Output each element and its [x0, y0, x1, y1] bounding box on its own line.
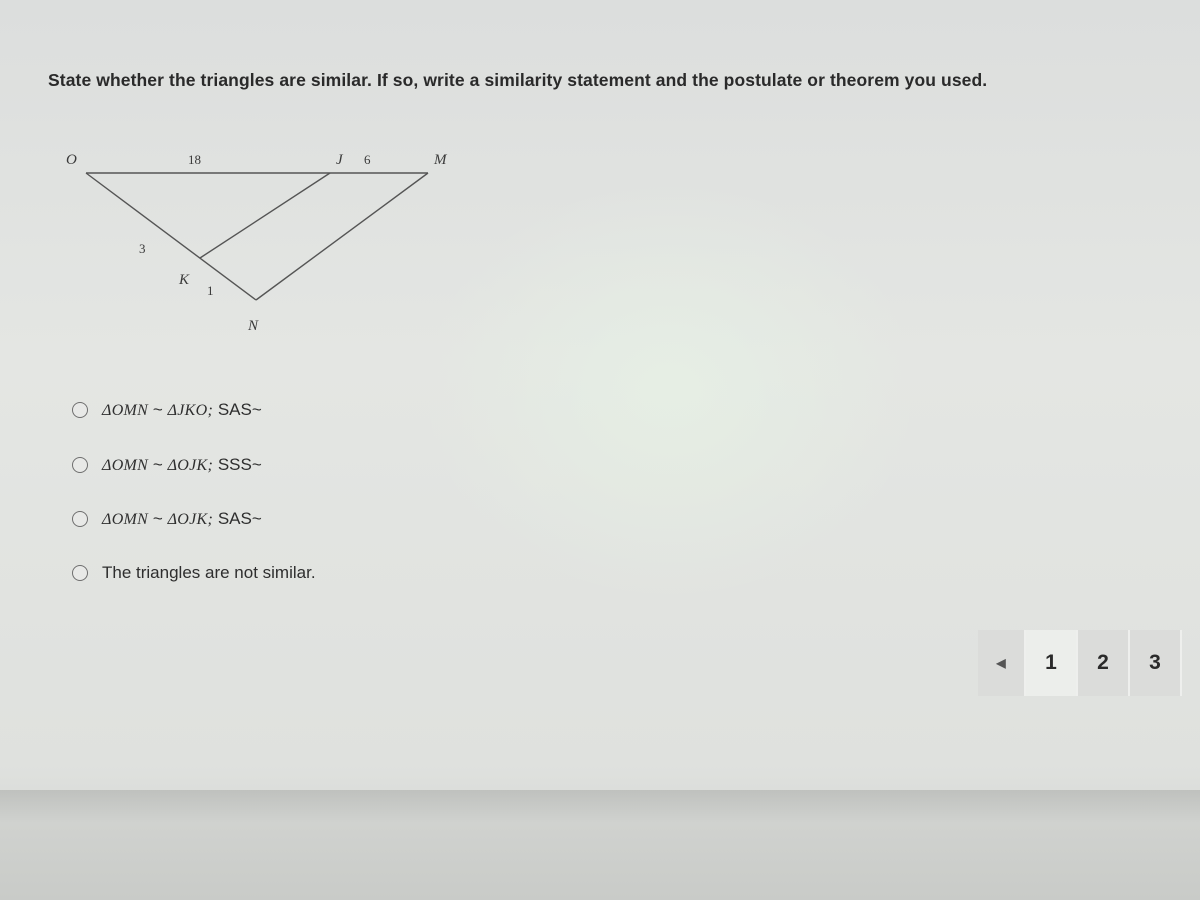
radio-button-2[interactable]	[72, 457, 88, 473]
segment-mn	[256, 173, 428, 300]
page-button-2[interactable]: 2	[1078, 630, 1130, 696]
segment-label-ok: 3	[139, 241, 146, 256]
triangle-b-label: ΔJKO;	[167, 402, 214, 419]
triangle-a-label: ΔOMN	[102, 457, 149, 474]
previous-page-button[interactable]	[978, 630, 1026, 696]
triangle-b-label: ΔOJK;	[167, 457, 214, 474]
criterion-label: SAS~	[217, 400, 262, 419]
segment-jk	[200, 173, 330, 258]
vertex-label-j: J	[336, 152, 343, 168]
radio-button-4[interactable]	[72, 565, 88, 581]
similar-symbol: ~	[152, 400, 163, 419]
similar-symbol: ~	[152, 455, 163, 474]
choice-text-2	[102, 455, 262, 475]
footer-area	[0, 790, 1200, 900]
choice-option-4[interactable]	[72, 563, 316, 583]
question-prompt: State whether the triangles are similar. If so, write a similarity statement and the postulate or theorem you used.	[48, 70, 988, 90]
left-arrow-icon: ◀	[996, 656, 1006, 670]
choice-text-1	[102, 400, 262, 420]
radio-button-1[interactable]	[72, 402, 88, 418]
segment-label-kn: 1	[207, 283, 214, 298]
pagination	[978, 630, 1182, 696]
choice-text-4: The triangles are not similar.	[102, 563, 316, 582]
triangle-a-label: ΔOMN	[102, 511, 149, 528]
vertex-label-o: O	[66, 152, 77, 168]
criterion-label: SSS~	[217, 455, 262, 474]
choice-option-1[interactable]	[72, 400, 262, 420]
vertex-label-m: M	[434, 152, 447, 168]
criterion-label: SAS~	[217, 509, 262, 528]
segment-label-oj: 18	[188, 152, 201, 167]
page-button-1[interactable]: 1	[1026, 630, 1078, 696]
page-button-3[interactable]: 3	[1130, 630, 1182, 696]
vertex-label-k: K	[179, 272, 190, 288]
choice-option-3[interactable]	[72, 509, 262, 529]
segment-on	[86, 173, 256, 300]
vertex-label-n: N	[248, 318, 259, 334]
choice-text-3	[102, 509, 262, 529]
triangle-a-label: ΔOMN	[102, 402, 149, 419]
similar-symbol: ~	[152, 509, 163, 528]
triangle-figure	[0, 0, 600, 360]
segment-label-jm: 6	[364, 152, 371, 167]
triangle-b-label: ΔOJK;	[167, 511, 214, 528]
radio-button-3[interactable]	[72, 511, 88, 527]
choice-option-2[interactable]	[72, 455, 262, 475]
